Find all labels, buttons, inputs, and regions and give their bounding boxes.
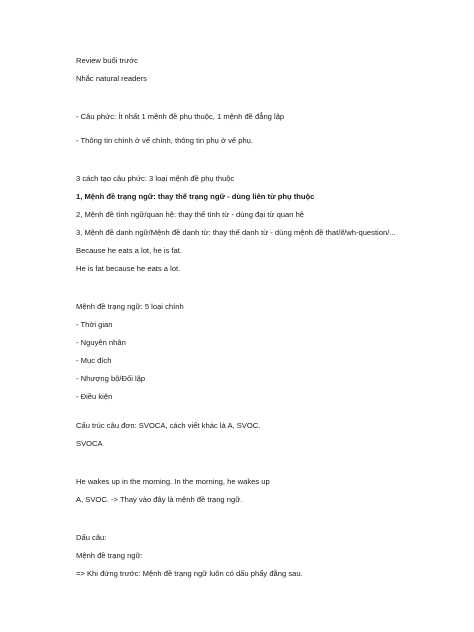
line-adverbial-heading: Mệnh đề trạng ngữ: <box>76 551 143 560</box>
list-item-purpose: - Mục đích <box>76 356 112 365</box>
line-comma-rule: => Khi đứng trước: Mệnh đề trạng ngữ luôn có dấu phẩy đằng sau. <box>76 569 303 578</box>
line-svoca: SVOCA <box>76 439 103 448</box>
document-body <box>76 56 426 579</box>
line-example-2: He is fat because he eats a lot. <box>76 264 181 273</box>
line-wakes-up-example: He wakes up in the morning. In the morning, he wakes up <box>76 477 270 486</box>
line-asvoc-note: A, SVOC. -> Thay vào đây là mệnh đề trạng ngữ. <box>76 495 243 504</box>
list-item-reason: - Nguyên nhân <box>76 338 126 347</box>
line-simple-structure: Cấu trúc câu đơn: SVOCA, cách viết khác là A, SVOC. <box>76 421 261 430</box>
line-example-1: Because he eats a lot, he is fat. <box>76 246 182 255</box>
list-item-condition: - Điều kiện <box>76 392 113 401</box>
line-complex-sentence: - Câu phức: Ít nhất 1 mệnh đề phụ thuộc, 1 mệnh đề đẳng lập <box>76 112 285 121</box>
line-main-info: - Thông tin chính ở vế chính, thông tin phụ ở vế phụ. <box>76 136 253 145</box>
line-punctuation: Dấu câu: <box>76 533 107 542</box>
line-reminder: Nhắc natural readers <box>76 74 147 83</box>
line-relative-clause: 2, Mệnh đề tính ngữ/quan hệ: thay thế tính từ - dùng đại từ quan hệ <box>76 210 305 219</box>
list-item-time: - Thời gian <box>76 320 113 329</box>
line-adverbial-types: Mệnh đề trạng ngữ: 5 loại chính <box>76 302 184 311</box>
line-noun-clause: 3, Mệnh đề danh ngữ/Mệnh đề danh từ: thay thế danh từ - dùng mệnh đề that/if/wh-question/... <box>76 228 396 237</box>
line-three-ways: 3 cách tạo câu phức: 3 loại mệnh đề phụ thuộc <box>76 174 235 183</box>
line-review: Review buổi trước <box>76 56 138 65</box>
line-adverbial-clause: 1, Mệnh đề trạng ngữ: thay thế trạng ngữ - dùng liên từ phụ thuộc <box>76 192 315 201</box>
list-item-concession: - Nhượng bộ/Đối lập <box>76 374 146 383</box>
